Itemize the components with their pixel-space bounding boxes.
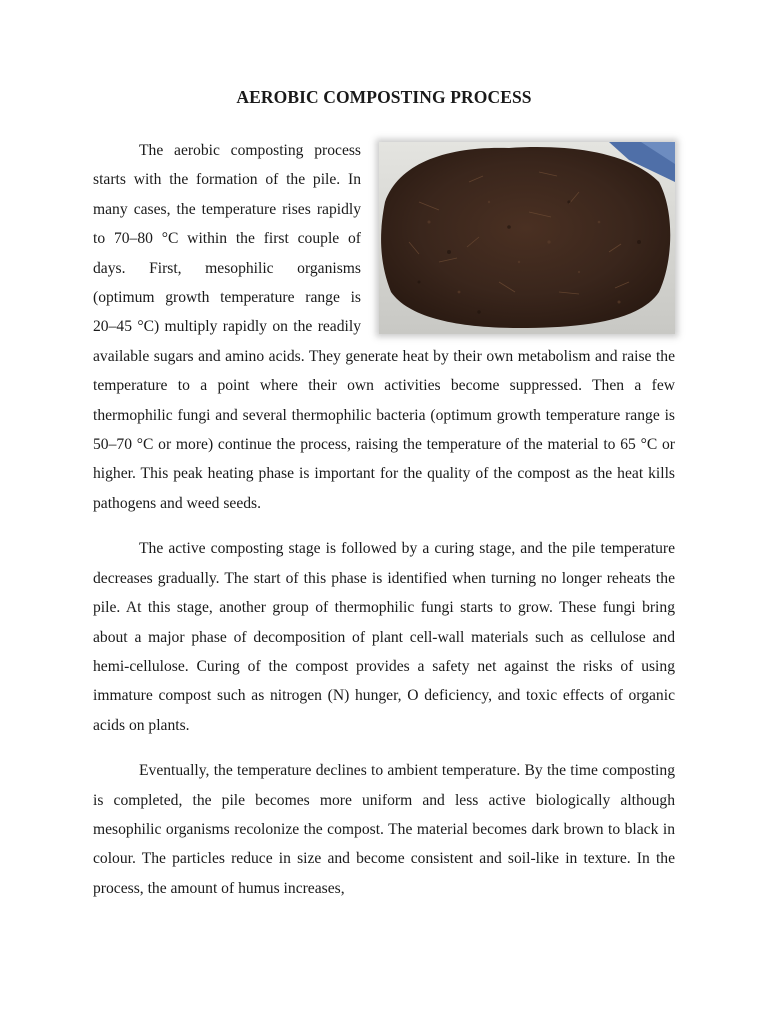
compost-image — [379, 142, 675, 334]
paragraph-2: The active composting stage is followed by a curing stage, and the pile temperature decreases gradually. The start of this phase is identified when turning no longer reheats the pile. At this stage, another group of thermophilic fungi starts to grow. These fungi bring about a major phase of decomposition of plant cell-wall materials such as cellulose and hemi-cellulose. Curing of the compost provides a safety net against the risks of using immature compost such as nitrogen (N) hunger, O deficiency, and toxic effects of organic acids on plants. — [93, 540, 675, 734]
paragraph-3: Eventually, the temperature declines to ambient temperature. By the time composting is completed, the pile becomes more uniform and less active biologically although mesophilic organisms recolonize the compost. The material becomes dark brown to black in colour. The particles reduce in size and become consistent and soil-like in texture. In the process, the amount of humus increases, — [93, 762, 675, 897]
paragraph-1-text: The aerobic composting process starts with the formation of the pile. In many cases, the temperature rises rapidly to 70–80 °C within the first couple of days. First, mesophilic organisms (optimum growth temperature range is 20–45 °C) multiply rapidly on the readily available sugars and amino acids. They generate heat by their own metabolism and raise the temperature to a point where their own activities become suppressed. Then a few thermophilic fungi and several thermophilic bacteria (optimum growth temperature range is 50–70 °C or more) continue the process, raising the temperature of the material to 65 °C or higher. This peak heating phase is important for the quality of the compost as the heat kills pathogens and weed seeds. — [93, 142, 675, 512]
document-title: AEROBIC COMPOSTING PROCESS — [236, 87, 532, 107]
compost-photo — [379, 142, 675, 334]
document-page — [93, 86, 675, 903]
paragraph-1 — [93, 136, 675, 518]
